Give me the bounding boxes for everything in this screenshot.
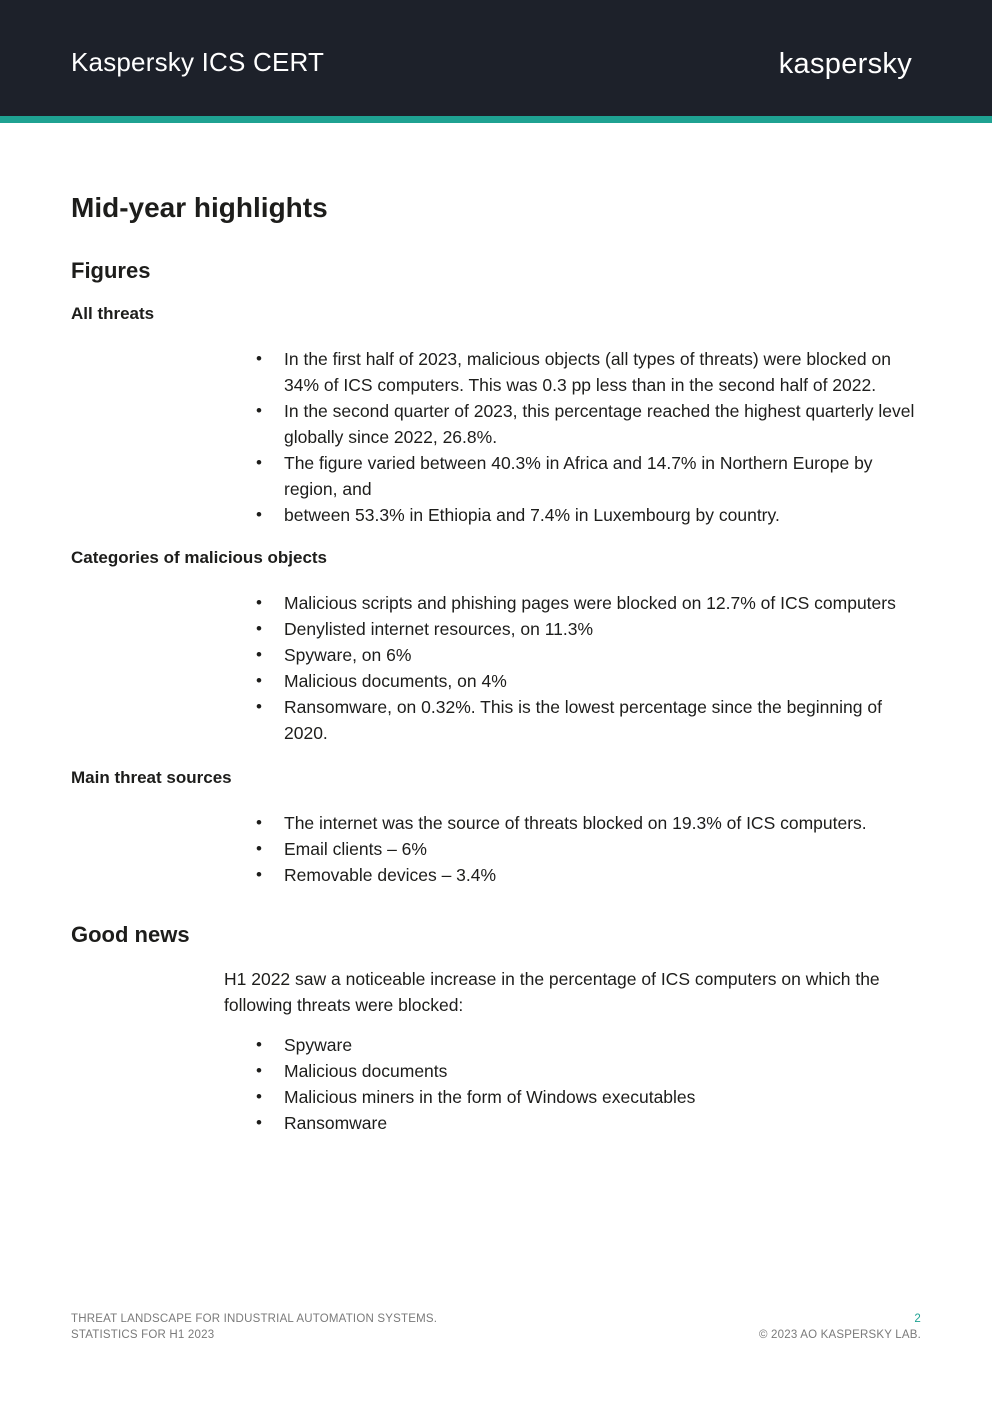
list-item — [71, 1110, 921, 1136]
footer-document-title — [71, 1311, 437, 1343]
list-item-text: Email clients – 6% — [284, 839, 427, 859]
bullet-icon: • — [256, 1035, 262, 1054]
list-item-text: In the second quarter of 2023, this percentage reached the highest quarterly level globally since 2022, 26.8%. — [284, 401, 915, 447]
page-number: 2 — [914, 1313, 921, 1325]
bullet-icon: • — [256, 349, 262, 368]
list-item — [71, 836, 921, 862]
bullet-icon: • — [256, 671, 262, 690]
bullet-icon: • — [256, 1113, 262, 1132]
bullet-icon: • — [256, 593, 262, 612]
bullet-icon: • — [256, 813, 262, 832]
list-item — [71, 862, 921, 888]
list-item-text: Spyware — [284, 1035, 353, 1055]
list-item-text: Ransomware, on 0.32%. This is the lowest percentage since the beginning of 2020. — [284, 697, 882, 743]
bullet-icon: • — [256, 697, 262, 716]
categories-list — [71, 590, 921, 746]
list-item — [71, 642, 921, 668]
bullet-icon: • — [256, 1061, 262, 1080]
header-accent-bar — [0, 116, 992, 123]
list-item — [71, 694, 921, 746]
sources-heading: Main threat sources — [71, 768, 232, 787]
list-item — [71, 450, 921, 502]
figures-heading: Figures — [71, 258, 151, 283]
list-item — [71, 398, 921, 450]
footer-right — [759, 1311, 921, 1343]
header-title: Kaspersky ICS CERT — [71, 47, 325, 77]
bullet-icon: • — [256, 865, 262, 884]
bullet-icon: • — [256, 505, 262, 524]
bullet-icon: • — [256, 1087, 262, 1106]
all-threats-list — [71, 346, 921, 528]
bullet-icon: • — [256, 619, 262, 638]
main-content — [71, 190, 921, 1136]
list-item — [71, 1032, 921, 1058]
list-item-text: Malicious documents — [284, 1061, 448, 1081]
page-title: Mid-year highlights — [71, 192, 328, 223]
categories-heading: Categories of malicious objects — [71, 548, 328, 567]
footer-line-1: THREAT LANDSCAPE FOR INDUSTRIAL AUTOMATION SYSTEMS. — [71, 1313, 438, 1325]
bullet-icon: • — [256, 453, 262, 472]
footer-copyright: © 2023 AO KASPERSKY LAB. — [758, 1329, 921, 1341]
list-item — [71, 810, 921, 836]
list-item-text: Malicious miners in the form of Windows executables — [284, 1087, 696, 1107]
list-item-text: The internet was the source of threats blocked on 19.3% of ICS computers. — [284, 813, 867, 833]
sources-list — [71, 810, 921, 888]
list-item — [71, 502, 921, 528]
list-item-text: In the first half of 2023, malicious objects (all types of threats) were blocked on 34% of ICS computers. This was 0.3 pp less than in the second half of 2022. — [284, 349, 891, 395]
list-item — [71, 616, 921, 642]
list-item — [71, 1084, 921, 1110]
kaspersky-logo: kaspersky — [778, 48, 912, 80]
good-news-list — [71, 1032, 921, 1136]
list-item-text: The figure varied between 40.3% in Africa and 14.7% in Northern Europe by region, and — [284, 453, 873, 499]
bullet-icon: • — [256, 645, 262, 664]
list-item-text: Malicious scripts and phishing pages were blocked on 12.7% of ICS computers — [284, 593, 896, 613]
list-item — [71, 346, 921, 398]
bullet-icon: • — [256, 401, 262, 420]
all-threats-heading: All threats — [71, 304, 155, 323]
good-news-heading: Good news — [71, 922, 190, 947]
page-header — [0, 0, 992, 116]
list-item-text: Removable devices – 3.4% — [284, 865, 497, 885]
bullet-icon: • — [256, 839, 262, 858]
list-item-text: between 53.3% in Ethiopia and 7.4% in Luxembourg by country. — [284, 505, 780, 525]
list-item — [71, 590, 921, 616]
list-item-text: Spyware, on 6% — [284, 645, 412, 665]
list-item — [71, 1058, 921, 1084]
list-item-text: Malicious documents, on 4% — [284, 671, 507, 691]
good-news-intro: H1 2022 saw a noticeable increase in the percentage of ICS computers on which the following threats were blocked: — [224, 969, 880, 1015]
footer-line-2: STATISTICS FOR H1 2023 — [71, 1329, 215, 1341]
list-item-text: Denylisted internet resources, on 11.3% — [284, 619, 594, 639]
list-item — [71, 668, 921, 694]
list-item-text: Ransomware — [284, 1113, 388, 1133]
